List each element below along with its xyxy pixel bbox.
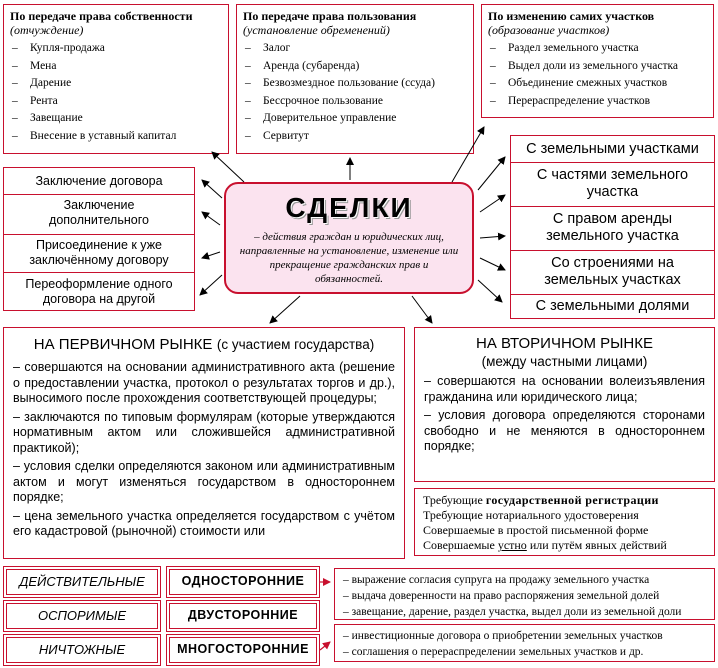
additional-conclusion-label: Заключение дополнительного <box>49 198 149 227</box>
right-stack <box>510 135 715 319</box>
list-item: – Аренда (субаренда) <box>245 58 473 76</box>
primary-paragraph: – заключаются по типовым формулярам (которые утверждаются нормативным актом или сложившейся административной практикой); <box>13 409 395 455</box>
center-transactions-box <box>224 182 474 294</box>
arrow-to-left-4 <box>200 275 222 295</box>
arrow-multilateral-notes <box>320 642 330 650</box>
registration-box <box>414 488 715 556</box>
secondary-paragraph: – условия договора определяются сторонами свободно и не меняются в одностороннем порядке; <box>424 408 705 453</box>
center-definition: – действия граждан и юридических лиц, направленные на установление, изменение или прекращение гражданских прав и обязанностей. <box>239 231 459 285</box>
unilateral-label: ОДНОСТОРОННИЕ <box>181 574 305 588</box>
secondary-paragraph: – совершаются на основании волеизъявления гражданина или юридического лица; <box>424 374 705 404</box>
arrow-to-ownership <box>212 152 244 182</box>
list-item: – Дарение <box>12 75 228 93</box>
use-transfer-subtitle: (установление обременений) <box>243 23 390 37</box>
arrow-to-right-1 <box>478 157 505 190</box>
multilateral-box <box>170 638 316 662</box>
list-item: – Сервитут <box>245 128 473 146</box>
arrow-to-right-5 <box>478 280 502 302</box>
reissue-contract-label: Переоформление одного договора на другой <box>25 277 173 306</box>
primary-market-box <box>3 327 405 559</box>
use-transfer-title: По передаче права пользования <box>243 9 417 23</box>
primary-market-title: НА ПЕРВИЧНОМ РЫНКЕ <box>33 336 213 353</box>
arrow-to-left-3 <box>202 252 220 258</box>
ownership-transfer-box <box>3 4 229 154</box>
primary-paragraph: – цена земельного участка определяется государством с учётом его кадастровой (рыночной) стоимости или <box>13 508 395 538</box>
plot-change-subtitle: (образование участков) <box>488 23 610 37</box>
arrow-to-right-4 <box>480 258 505 270</box>
secondary-market-note: (между частными лицами) <box>481 354 648 369</box>
secondary-market-title: НА ВТОРИЧНОМ РЫНКЕ <box>476 335 653 352</box>
list-item: – Перераспределение участков <box>490 93 713 111</box>
multilateral-notes-box <box>334 624 715 662</box>
list-item: – Объединение смежных участков <box>490 75 713 93</box>
primary-market-note: (с участием государства) <box>216 337 375 352</box>
list-item: – Купля-продажа <box>12 40 228 58</box>
list-item: – Доверительное управление <box>245 110 473 128</box>
registration-line: Требующие нотариального удостоверения <box>423 508 639 522</box>
oral-prefix: Совершаемые <box>423 538 495 552</box>
arrow-to-left-1 <box>202 180 222 198</box>
list-item: – Завещание <box>12 110 228 128</box>
arrow-to-right-3 <box>480 236 505 238</box>
registration-line <box>423 538 714 553</box>
center-title: СДЕЛКИ <box>285 192 413 223</box>
list-item: – Бессрочное пользование <box>245 93 473 111</box>
plot-parts-item: С частями земельного участка <box>536 167 689 200</box>
list-item: – Выдел доли из земельного участка <box>490 58 713 76</box>
note-item: – соглашения о перераспределении земельных участков и др. <box>343 644 714 660</box>
valid-label: ДЕЙСТВИТЕЛЬНЫЕ <box>19 574 145 589</box>
arrow-to-secondary <box>412 296 432 323</box>
left-stack <box>3 167 195 311</box>
note-item: – выражение согласия супруга на продажу земельного участка <box>343 572 714 588</box>
primary-market-heading <box>13 336 395 354</box>
primary-paragraph: – совершаются на основании административного акта (решение о предоставлении участка, протокол о результатах торгов и др.), выносимого после прохождения соответствующей процедуры; <box>13 360 395 405</box>
contract-conclusion-label: Заключение договора <box>35 174 163 188</box>
registration-prefix: Требующие <box>423 493 483 507</box>
unilateral-notes-box <box>334 568 715 620</box>
note-item: – выдача доверенности на право распоряжения земельной долей <box>343 588 714 604</box>
joining-contract-label: Присоединение к уже заключённому договору <box>29 238 169 267</box>
oral-suffix: или путём явных действий <box>529 538 667 552</box>
buildings-item: Со строениями на земельных участках <box>544 255 681 288</box>
contestable-box <box>7 604 157 628</box>
plot-change-title: По изменению самих участков <box>488 9 655 23</box>
registration-line <box>423 493 714 508</box>
arrow-to-right-2 <box>480 195 505 212</box>
plot-change-box <box>481 4 714 118</box>
lease-right-item: С правом аренды земельного участка <box>546 211 679 244</box>
ownership-transfer-title: По передаче права собственности <box>10 9 193 23</box>
list-item: – Залог <box>245 40 473 58</box>
note-item: – завещание, дарение, раздел участка, выдел доли из земельной доли <box>343 604 714 620</box>
state-registration-label: государственной регистрации <box>485 493 659 507</box>
void-label: НИЧТОЖНЫЕ <box>38 642 126 657</box>
contestable-label: ОСПОРИМЫЕ <box>37 608 127 623</box>
land-plots-item: С земельными участками <box>526 141 699 157</box>
note-item: – инвестиционные договора о приобретении земельных участков <box>343 628 714 644</box>
use-transfer-box <box>236 4 474 154</box>
valid-box <box>7 570 157 594</box>
land-shares-item: С земельными долями <box>535 298 690 314</box>
registration-line: Совершаемые в простой письменной форме <box>423 523 649 537</box>
list-item: – Мена <box>12 58 228 76</box>
list-item: – Рента <box>12 93 228 111</box>
oral-label: устно <box>497 538 527 552</box>
bilateral-box <box>170 604 316 628</box>
primary-paragraph: – условия сделки определяются законом или административным актом и могут изменяться государством в одностороннем порядке; <box>13 459 395 504</box>
list-item: – Раздел земельного участка <box>490 40 713 58</box>
ownership-transfer-subtitle: (отчуждение) <box>10 23 84 37</box>
bilateral-label: ДВУСТОРОННИЕ <box>187 608 299 622</box>
unilateral-box <box>170 570 316 594</box>
arrow-to-left-2 <box>202 212 220 225</box>
secondary-market-box <box>414 327 715 482</box>
multilateral-label: МНОГОСТОРОННИЕ <box>177 642 309 656</box>
void-box <box>7 638 157 662</box>
list-item: – Внесение в уставный капитал <box>12 128 228 146</box>
list-item: – Безвозмездное пользование (ссуда) <box>245 75 473 93</box>
arrow-to-primary <box>270 296 300 323</box>
